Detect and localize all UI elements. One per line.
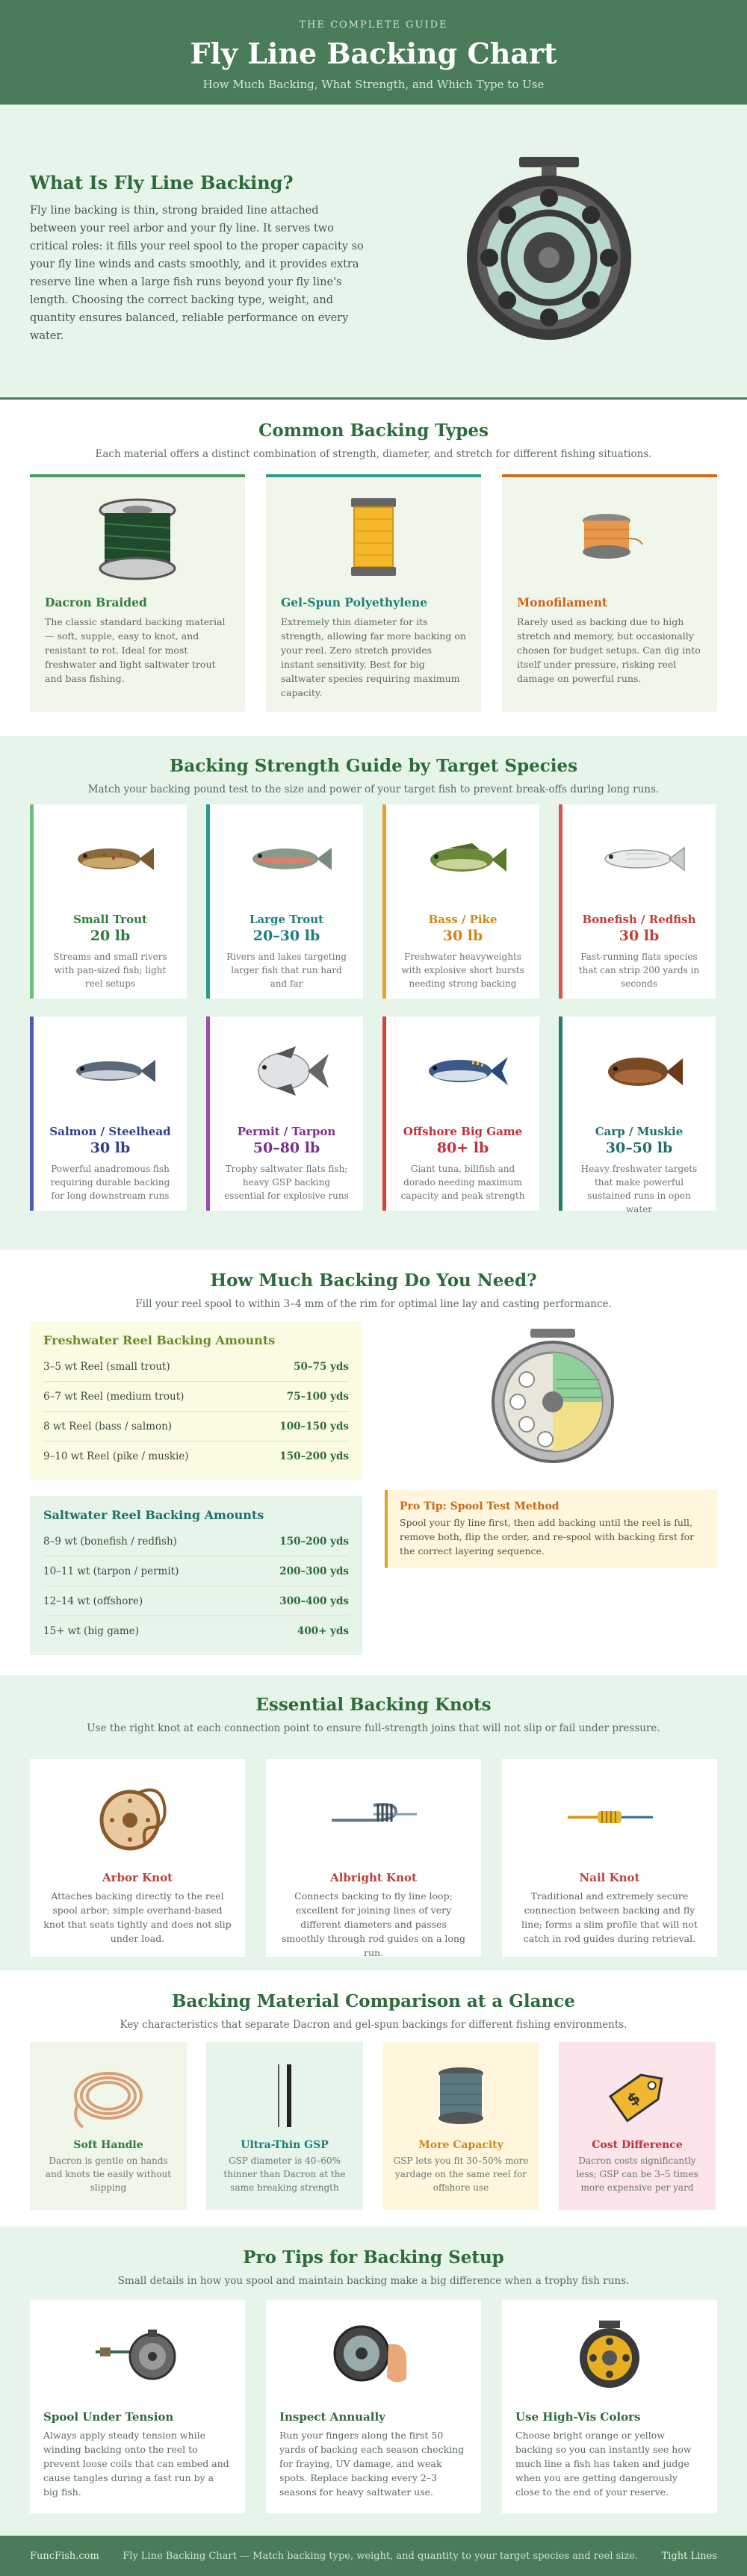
backing-amount-section [0, 1250, 747, 1675]
species-backing-lb: 30 lb [619, 928, 660, 944]
row-value: 75–100 yds [286, 1390, 349, 1403]
page-title: Fly Line Backing Chart [190, 37, 557, 70]
svg-text:$: $ [624, 2088, 645, 2111]
type-card-gel-spun [266, 474, 481, 712]
species-backing-lb: 80+ lb [436, 1140, 489, 1156]
species-card-salmon [30, 1017, 187, 1211]
price-tag-icon [592, 2058, 682, 2133]
species-backing-lb: 20 lb [90, 928, 131, 944]
tip-desc: Always apply steady tension while winding backing onto the reel to prevent loose coils that can embed and cause tangles during a fast run by a big fish. [43, 2430, 229, 2498]
compare-name: Cost Difference [592, 2139, 683, 2151]
row-value: 100–150 yds [279, 1420, 349, 1433]
species-card-offshore [382, 1017, 539, 1211]
species-name: Small Trout [73, 913, 147, 926]
knot-card-albright [266, 1759, 481, 1957]
permit-icon [244, 1045, 333, 1097]
compare-desc: GSP diameter is 40–60% thinner than Dacron at the same breaking strength [223, 2156, 346, 2193]
compare-card-ultra-thin [206, 2042, 363, 2210]
types-title: Common Backing Types [258, 420, 489, 441]
compare-name: Ultra-Thin GSP [241, 2139, 329, 2151]
knot-card-nail [502, 1759, 717, 1957]
inspect-reel-icon [329, 2315, 418, 2397]
bonefish-icon [596, 833, 686, 885]
compare-subtitle: Key characteristics that separate Dacron and gel-spun backings for different fishing environments. [120, 2019, 627, 2031]
type-card-title: Gel-Spun Polyethylene [281, 595, 428, 609]
species-desc: Freshwater heavyweights with explosive short bursts needing strong backing [401, 952, 524, 989]
compare-name: Soft Handle [73, 2139, 143, 2151]
row-label: 6–7 wt Reel (medium trout) [43, 1390, 185, 1403]
type-card-dacron [30, 474, 245, 712]
compare-title: Backing Material Comparison at a Glance [172, 1991, 575, 2011]
row-value: 400+ yds [297, 1625, 349, 1637]
rainbow-trout-icon [244, 833, 333, 885]
footer-signoff: Tight Lines [661, 2550, 717, 2562]
species-name: Bonefish / Redfish [582, 913, 696, 926]
tips-subtitle: Small details in how you spool and maintain backing make a big difference when a trophy fish runs. [117, 2275, 630, 2287]
compare-card-soft-handle [30, 2042, 187, 2210]
row-label: 12–14 wt (offshore) [43, 1595, 143, 1607]
species-desc: Trophy saltwater flats fish; heavy GSP backing essential for explosive runs [224, 1164, 349, 1201]
tip-desc: Run your fingers along the first 50 yards of backing each season checking for fraying, UV damage, and weak spots. Replace backing every 2–3 seasons for heavy saltwater use. [279, 2430, 465, 2498]
saltwater-amount-table [30, 1496, 362, 1655]
fly-reel-icon [459, 149, 639, 344]
species-desc: Rivers and lakes targeting larger fish that run hard and far [226, 952, 347, 989]
spool-capacity-icon [416, 2058, 506, 2133]
types-subtitle: Each material offers a distinct combination of strength, diameter, and stretch for different fishing situations. [95, 448, 652, 460]
row-label: 9–10 wt Reel (pike / muskie) [43, 1450, 189, 1462]
high-vis-reel-icon [565, 2315, 654, 2397]
table-row [43, 1527, 349, 1557]
tips-title: Pro Tips for Backing Setup [243, 2247, 504, 2268]
compare-desc: Dacron is gentle on hands and knots tie easily without slipping [45, 2156, 172, 2193]
footer-site-link[interactable]: FuncFish.com [30, 2550, 99, 2562]
reel-tension-icon [93, 2315, 182, 2397]
type-card-desc: Extremely thin diameter for its strength, allowing far more backing on your reel. Zero stretch provides instant sensitivity. Best for big saltwater species requiring maximum capacity. [281, 616, 466, 698]
row-label: 10–11 wt (tarpon / permit) [43, 1565, 179, 1577]
orange-spool-icon [565, 494, 654, 583]
tip-card-high-vis [502, 2300, 717, 2513]
freshwater-heading: Freshwater Reel Backing Amounts [43, 1333, 276, 1347]
backing-types-section [0, 400, 747, 736]
tip-name: Spool Under Tension [43, 2410, 174, 2424]
compare-card-capacity [382, 2042, 539, 2210]
pro-tip-callout [385, 1490, 717, 1568]
thin-line-icon [240, 2058, 329, 2133]
row-value: 150–200 yds [279, 1535, 349, 1548]
bass-icon [420, 833, 509, 885]
species-backing-lb: 20–30 lb [252, 928, 320, 944]
species-card-bonefish [559, 804, 716, 999]
compare-name: More Capacity [418, 2139, 503, 2151]
row-value: 200–300 yds [279, 1565, 349, 1577]
row-label: 3–5 wt Reel (small trout) [43, 1360, 170, 1373]
knots-subtitle: Use the right knot at each connection point to ensure full-strength joins that will not slip or fail under pressure. [87, 1722, 660, 1734]
species-card-carp-muskie [559, 1017, 716, 1214]
row-value: 150–200 yds [279, 1450, 349, 1462]
species-backing-lb: 30 lb [442, 928, 483, 944]
type-card-title: Dacron Braided [45, 595, 147, 609]
species-backing-lb: 30–50 lb [605, 1140, 673, 1156]
nail-knot-icon [565, 1775, 654, 1857]
intro-section [0, 105, 747, 400]
knot-card-arbor [30, 1759, 245, 1957]
species-name: Bass / Pike [428, 913, 498, 926]
species-backing-lb: 50–80 lb [252, 1140, 320, 1156]
tip-name: Use High-Vis Colors [515, 2410, 641, 2424]
salmon-icon [67, 1045, 157, 1097]
table-row [43, 1586, 349, 1616]
material-comparison-section [0, 1970, 747, 2226]
tip-name: Inspect Annually [279, 2410, 385, 2424]
knot-name: Albright Knot [330, 1871, 417, 1884]
table-row [43, 1441, 349, 1471]
amount-subtitle: Fill your reel spool to within 3–4 mm of the rim for optimal line lay and casting performance. [135, 1298, 612, 1310]
table-row [43, 1557, 349, 1586]
reel-spool-diagram-icon [489, 1327, 616, 1469]
tuna-icon [420, 1045, 509, 1097]
yellow-spool-icon [329, 494, 418, 583]
saltwater-heading: Saltwater Reel Backing Amounts [43, 1508, 264, 1522]
amount-title: How Much Backing Do You Need? [210, 1270, 537, 1291]
row-value: 50–75 yds [294, 1360, 349, 1373]
type-card-desc: The classic standard backing material — soft, supple, easy to knot, and resistant to rot. Ideal for most freshwater and light saltwater trout and bass fishing. [45, 616, 226, 684]
row-label: 15+ wt (big game) [43, 1625, 139, 1637]
species-backing-lb: 30 lb [90, 1140, 131, 1156]
strength-subtitle: Match your backing pound test to the size and power of your target fish to prevent break-offs during long runs. [87, 783, 660, 795]
species-name: Permit / Tarpon [237, 1125, 336, 1138]
row-value: 300–400 yds [279, 1595, 349, 1607]
hero-kicker: THE COMPLETE GUIDE [299, 19, 448, 31]
intro-heading: What Is Fly Line Backing? [30, 172, 294, 193]
knots-title: Essential Backing Knots [255, 1695, 492, 1715]
tip-desc: Choose bright orange or yellow backing so you can instantly see how much line a fish has taken and judge when you are getting dangerously close to the end of your reserve. [515, 2430, 692, 2498]
species-name: Large Trout [249, 913, 324, 926]
species-desc: Giant tuna, billfish and dorado needing maximum capacity and peak strength [400, 1164, 525, 1201]
pro-tips-section [0, 2226, 747, 2536]
page-footer [0, 2536, 747, 2576]
table-row [43, 1352, 349, 1382]
table-row [43, 1616, 349, 1646]
species-desc: Heavy freshwater targets that make powerful sustained runs in open water [580, 1164, 698, 1214]
species-desc: Streams and small rivers with pan-sized fish; light reel setups [53, 952, 167, 989]
dark-green-spool-icon [93, 494, 182, 583]
page-subtitle: How Much Backing, What Strength, and Which Type to Use [202, 78, 545, 91]
species-card-small-trout [30, 804, 187, 999]
knot-desc: Traditional and extremely secure connection between backing and fly line; forms a slim profile that will not catch in rod guides during retrieval. [521, 1890, 698, 1944]
species-name: Salmon / Steelhead [49, 1125, 171, 1138]
strength-title: Backing Strength Guide by Target Species [169, 756, 578, 776]
knot-desc: Attaches backing directly to the reel spool arbor; simple overhand-based knot that seats tightly and does not slip under load. [43, 1890, 232, 1944]
footer-caption: Fly Line Backing Chart — Match backing type, weight, and quantity to your target species and reel size. [123, 2550, 639, 2562]
table-row [43, 1382, 349, 1412]
freshwater-amount-table [30, 1321, 362, 1480]
type-card-monofilament [502, 474, 717, 712]
species-desc: Powerful anadromous fish requiring durable backing for long downstream runs [50, 1164, 170, 1201]
compare-card-cost [559, 2042, 716, 2210]
hero-banner [0, 0, 747, 105]
pro-tip-body: Spool your fly line first, then add backing until the reel is full, remove both, flip the order, and re-spool with backing first for the correct layering sequence. [400, 1517, 695, 1557]
species-card-large-trout [206, 804, 363, 999]
knot-desc: Connects backing to fly line loop; excellent for joining lines of very different diameters and passes smoothly through rod guides on a long run. [282, 1890, 465, 1958]
species-card-bass-pike [382, 804, 539, 999]
type-card-title: Monofilament [517, 595, 607, 609]
carp-icon [596, 1045, 686, 1097]
brown-trout-icon [67, 833, 157, 885]
species-name: Offshore Big Game [403, 1125, 523, 1138]
tip-card-tension [30, 2300, 245, 2513]
compare-desc: Dacron costs significantly less; GSP can be 3–5 times more expensive per yard [576, 2156, 698, 2193]
strength-guide-section [0, 736, 747, 1250]
albright-knot-icon [329, 1775, 418, 1857]
type-card-desc: Rarely used as backing due to high stretch and memory, but occasionally chosen for budget setups. Can dig into itself under pressure, risking reel damage on powerful runs. [517, 616, 701, 684]
knot-name: Nail Knot [579, 1871, 640, 1884]
coiled-line-icon [63, 2058, 153, 2133]
species-desc: Fast-running flats species that can strip 200 yards in seconds [578, 952, 700, 989]
species-card-permit [206, 1017, 363, 1211]
compare-desc: GSP lets you fit 30–50% more yardage on the same reel for offshore use [393, 2156, 529, 2193]
row-label: 8–9 wt (bonefish / redfish) [43, 1535, 177, 1548]
intro-body: Fly line backing is thin, strong braided line attached between your reel arbor and your fly line. It serves two critical roles: it fills your reel spool to the proper capacity so your fly line winds and casts smoothly, and it provides extra reserve line when a large fish runs beyond your fly line's length. Choosing the correct backing type, weight, and quantity ensures balanced, reliable performance on every water. [30, 205, 364, 342]
row-label: 8 wt Reel (bass / salmon) [43, 1420, 173, 1433]
arbor-knot-icon [93, 1775, 182, 1857]
tip-card-inspect [266, 2300, 481, 2513]
table-row [43, 1412, 349, 1441]
species-name: Carp / Muskie [595, 1125, 684, 1138]
pro-tip-heading: Pro Tip: Spool Test Method [400, 1500, 560, 1512]
backing-knots-section [0, 1675, 747, 1970]
knot-name: Arbor Knot [102, 1871, 173, 1884]
